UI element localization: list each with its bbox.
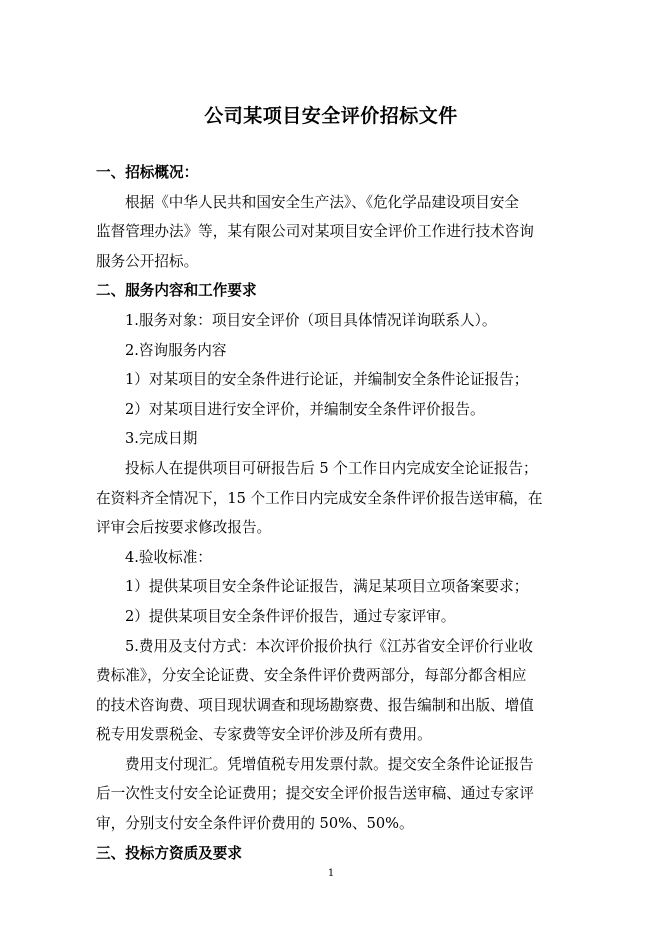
paragraph-line: 2）对某项目进行安全评价，并编制安全条件评价报告。 — [125, 400, 485, 418]
paragraph-line: 5.费用及支付方式：本次评价报价执行《江苏省安全评价行业收 — [125, 637, 533, 655]
paragraph-line: 投标人在提供项目可研报告后 5 个工作日内完成安全论证报告； — [125, 459, 538, 477]
section-heading: 三、投标方资质及要求 — [96, 844, 242, 862]
paragraph-line: 评审会后按要求修改报告。 — [96, 519, 272, 537]
section-heading: 一、招标概况： — [96, 164, 199, 181]
paragraph-line: 在资料齐全情况下，15 个工作日内完成安全条件评价报告送审稿，在 — [96, 489, 543, 507]
paragraph-line: 1.服务对象：项目安全评价（项目具体情况详询联系人）。 — [125, 311, 497, 329]
section-heading: 二、服务内容和工作要求 — [96, 282, 257, 300]
paragraph-line: 费标准》，分安全论证费、安全条件评价费两部分，每部分都含相应 — [96, 667, 527, 685]
paragraph-line: 根据《中华人民共和国安全生产法》、《危化学品建设项目安全 — [125, 193, 520, 211]
paragraph-line: 审，分别支付安全条件评价费用的 50%、50%。 — [96, 815, 414, 833]
paragraph-line: 4.验收标准： — [125, 548, 212, 566]
paragraph-line: 服务公开招标。 — [96, 252, 199, 270]
paragraph-line: 3.完成日期 — [125, 430, 198, 448]
paragraph-line: 1）对某项目的安全条件进行论证，并编制安全条件论证报告； — [125, 371, 529, 389]
paragraph-line: 监督管理办法》等，某有限公司对某项目安全评价工作进行技术咨询 — [96, 223, 534, 241]
page-number: 1 — [327, 868, 335, 879]
paragraph-line: 2.咨询服务内容 — [125, 341, 227, 359]
paragraph-line: 后一次性支付安全论证费用；提交安全评价报告送审稿、通过专家评 — [96, 785, 534, 803]
paragraph-line: 税专用发票税金、专家费等安全评价涉及所有费用。 — [96, 726, 432, 744]
paragraph-line: 的技术咨询费、项目现状调查和现场勘察费、报告编制和出版、增值 — [96, 696, 534, 714]
document-title: 公司某项目安全评价招标文件 — [204, 105, 458, 127]
document-body — [96, 158, 574, 868]
paragraph-line: 1）提供某项目安全条件论证报告，满足某项目立项备案要求； — [125, 578, 529, 596]
paragraph-line: 费用支付现汇。凭增值税专用发票付款。提交安全条件论证报告 — [125, 755, 534, 773]
paragraph-line: 2）提供某项目安全条件评价报告，通过专家评审。 — [125, 607, 456, 625]
